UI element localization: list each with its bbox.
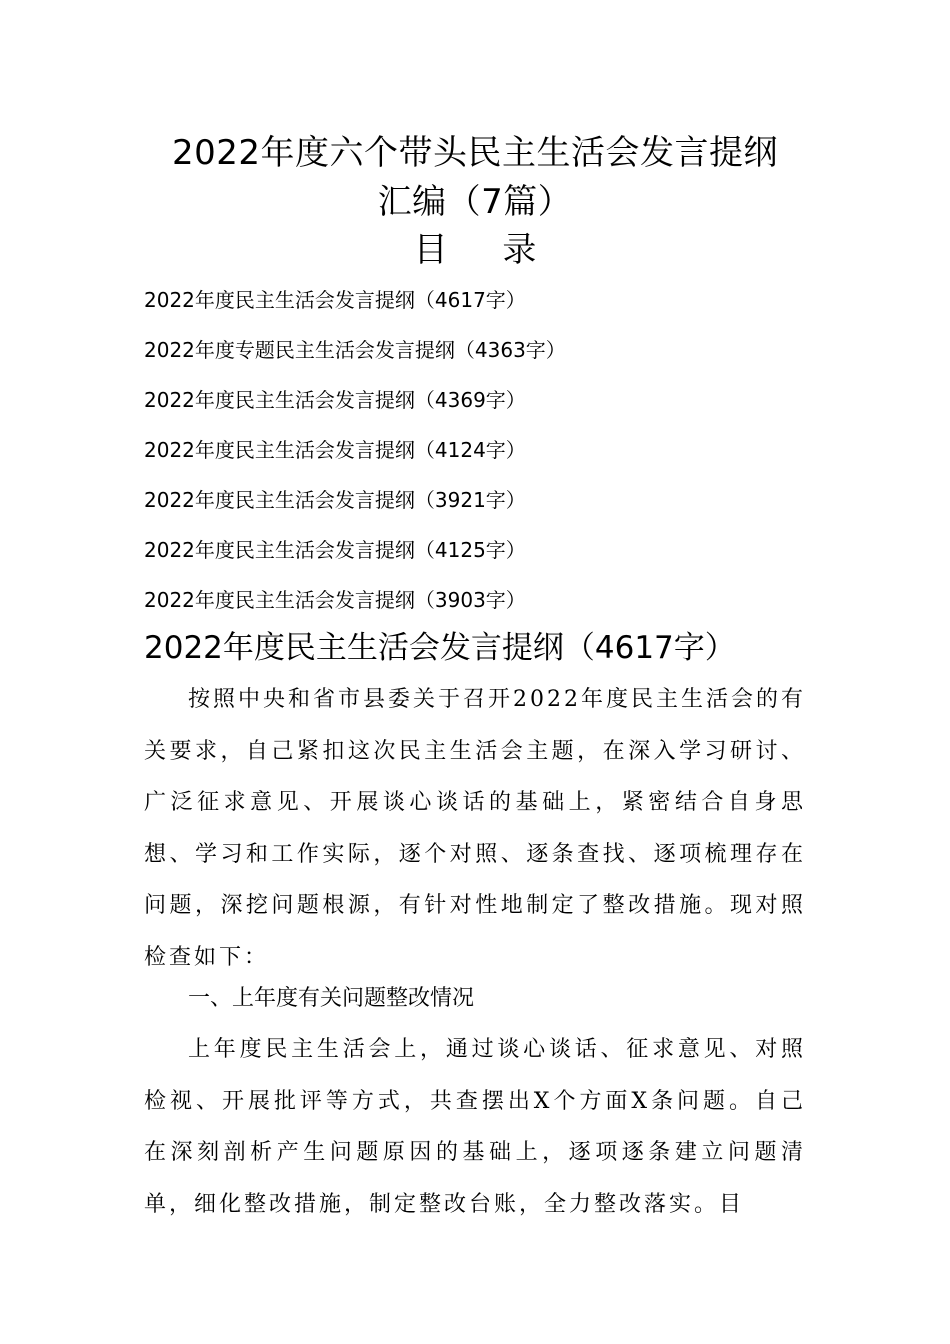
- toc-item: 2022年度民主生活会发言提纲（3921字）: [144, 488, 526, 512]
- document-title-line-1: 2022年度六个带头民主生活会发言提纲: [171, 133, 779, 173]
- toc-item: 2022年度民主生活会发言提纲（4124字）: [144, 438, 526, 462]
- section-title: 2022年度民主生活会发言提纲（4617字）: [144, 630, 736, 666]
- subheading-1: 一、上年度有关问题整改情况: [188, 986, 475, 1011]
- table-of-contents: [144, 282, 566, 632]
- toc-item: 2022年度民主生活会发言提纲（4125字）: [144, 538, 526, 562]
- toc-item: 2022年度民主生活会发言提纲（4369字）: [144, 388, 526, 412]
- toc-item: 2022年度民主生活会发言提纲（4617字）: [144, 288, 526, 312]
- toc-item: 2022年度专题民主生活会发言提纲（4363字）: [144, 338, 566, 362]
- toc-item: 2022年度民主生活会发言提纲（3903字）: [144, 588, 526, 612]
- body-paragraph-2: 上年度民主生活会上，通过谈心谈话、征求意见、对照检视、开展批评等方式，共查摆出X个方面X条问题。自己在深刻剖析产生问题原因的基础上，逐项逐条建立问题清单，细化整改措施，制定整改台账，全力整改落实。目: [144, 1037, 806, 1217]
- body-paragraph-1: 按照中央和省市县委关于召开2022年度民主生活会的有关要求，自己紧扣这次民主生活会主题，在深入学习研讨、广泛征求意见、开展谈心谈话的基础上，紧密结合自身思想、学习和工作实际，逐个对照、逐条查找、逐项梳理存在问题，深挖问题根源，有针对性地制定了整改措施。现对照检查如下：: [144, 687, 806, 970]
- document-title-line-2: 汇编（7篇）: [377, 182, 573, 222]
- toc-heading: 目 录: [413, 230, 559, 270]
